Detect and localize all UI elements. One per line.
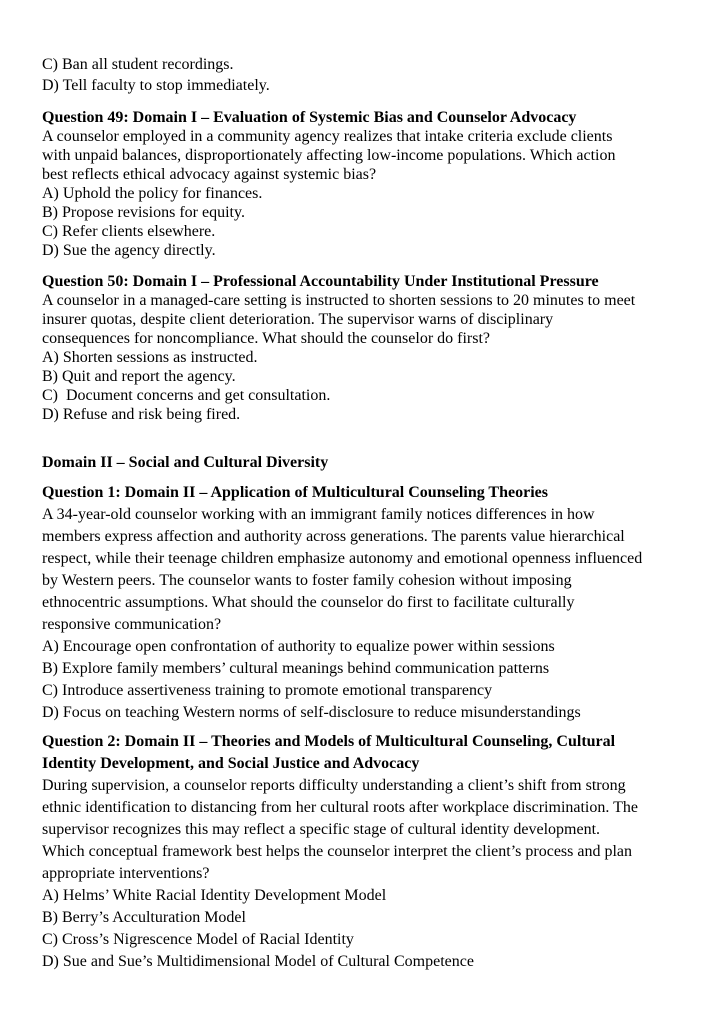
answer-option: A) Shorten sessions as instructed. [42,349,258,366]
answer-option: D) Sue the agency directly. [42,242,216,259]
question-body-line: ethnic identification to distancing from her cultural roots after workplace discrimination. The [42,799,638,816]
answer-option: B) Propose revisions for equity. [42,204,245,221]
question-body-line: best reflects ethical advocacy against systemic bias? [42,166,377,183]
question-body-line: consequences for noncompliance. What should the counselor do first? [42,330,491,347]
question-body-line: insurer quotas, despite client deterioration. The supervisor warns of disciplinary [42,311,554,328]
answer-option: D) Sue and Sue’s Multidimensional Model of Cultural Competence [42,953,474,970]
question-body-line: supervisor recognizes this may reflect a specific stage of cultural identity development. [42,821,601,838]
question-body-line: A counselor employed in a community agency realizes that intake criteria exclude clients [42,128,613,145]
question-heading: Question 49: Domain I – Evaluation of Systemic Bias and Counselor Advocacy [42,109,577,126]
section-heading: Domain II – Social and Cultural Diversity [42,454,329,471]
answer-option: B) Berry’s Acculturation Model [42,909,246,926]
question-49 [42,108,660,260]
question-heading: Question 50: Domain I – Professional Accountability Under Institutional Pressure [42,273,599,290]
question-body-line: appropriate interventions? [42,865,210,882]
answer-option: C) Introduce assertiveness training to promote emotional transparency [42,682,493,699]
answer-option: C) Cross’s Nigrescence Model of Racial Identity [42,931,354,948]
question-body-line: by Western peers. The counselor wants to foster family cohesion without imposing [42,572,572,589]
answer-option: A) Helms’ White Racial Identity Development Model [42,887,387,904]
domain-2-section [42,453,660,472]
answer-option: A) Uphold the policy for finances. [42,185,263,202]
question-body-line: with unpaid balances, disproportionately affecting low-income populations. Which action [42,147,616,164]
question-2 [42,731,660,973]
question-body-line: A counselor in a managed-care setting is instructed to shorten sessions to 20 minutes to meet [42,292,636,309]
question-50 [42,272,660,424]
question-heading-line: Question 2: Domain II – Theories and Models of Multicultural Counseling, Cultural [42,733,616,750]
question-body-line: respect, while their teenage children emphasize autonomy and emotional openness influenced [42,550,643,567]
answer-option: B) Quit and report the agency. [42,368,236,385]
question-heading-line: Identity Development, and Social Justice and Advocacy [42,755,420,772]
answer-option: C) Ban all student recordings. [42,56,234,73]
question-body-line: ethnocentric assumptions. What should the counselor do first to facilitate culturally [42,594,575,611]
answer-option: D) Tell faculty to stop immediately. [42,77,270,94]
question-body-line: During supervision, a counselor reports difficulty understanding a client’s shift from strong [42,777,626,794]
question-1 [42,482,660,724]
question-body-line: A 34-year-old counselor working with an immigrant family notices differences in how [42,506,595,523]
question-body-line: responsive communication? [42,616,222,633]
answer-option: D) Refuse and risk being fired. [42,406,241,423]
answer-option: C) Document concerns and get consultation. [42,387,331,404]
previous-question-options [42,54,660,96]
answer-option: D) Focus on teaching Western norms of self-disclosure to reduce misunderstandings [42,704,581,721]
answer-option: B) Explore family members’ cultural meanings behind communication patterns [42,660,550,677]
answer-option: A) Encourage open confrontation of authority to equalize power within sessions [42,638,555,655]
question-heading: Question 1: Domain II – Application of Multicultural Counseling Theories [42,484,548,501]
question-body-line: Which conceptual framework best helps the counselor interpret the client’s process and plan [42,843,633,860]
question-body-line: members express affection and authority across generations. The parents value hierarchical [42,528,625,545]
answer-option: C) Refer clients elsewhere. [42,223,216,240]
